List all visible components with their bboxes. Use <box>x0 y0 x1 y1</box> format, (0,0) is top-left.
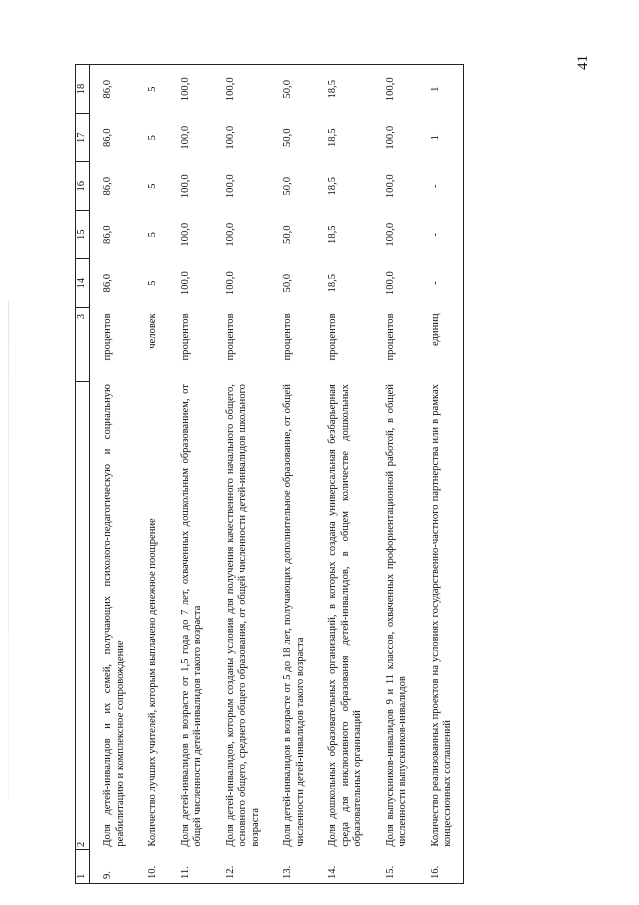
indicator-name: Доля выпускников-инвалидов 9 и 11 классов, охваченных профориентационной работой, в общей численности выпускников-инвалидов <box>384 384 408 847</box>
value-col-18: 18,5 <box>315 65 373 114</box>
value-col-17: 100,0 <box>224 125 236 150</box>
value-col-17: 100,0 <box>384 125 396 150</box>
value-col-17: 100,0 <box>179 125 191 150</box>
value-col-14: 5 <box>147 280 158 286</box>
value-col-18: 100,0 <box>373 65 418 114</box>
unit-of-measure: процентов <box>102 313 113 361</box>
value-col-15: 86,0 <box>102 225 113 244</box>
row-number: 14. <box>315 850 373 884</box>
value-col-16: 100,0 <box>384 174 396 199</box>
row-number: 11. <box>168 850 213 884</box>
value-col-16: 100,0 <box>224 174 236 199</box>
value-col-14: 100,0 <box>179 271 191 296</box>
table-row <box>270 65 315 884</box>
table-row <box>168 65 213 884</box>
header-col-17: 17 <box>76 114 90 162</box>
table-row <box>373 65 418 884</box>
value-col-16: - <box>418 162 464 210</box>
value-col-17: 18,5 <box>327 128 338 148</box>
header-col-18: 18 <box>76 65 90 114</box>
value-col-16: 100,0 <box>179 174 191 199</box>
indicator-name: Доля детей-инвалидов и их семей, получающих психолого-педагогическую и социальную реабилитацию и комплексное сопровождение <box>102 384 126 847</box>
indicator-name: Доля детей-инвалидов, которым созданы условия для получения качественного начального общего, основного общего, среднего общего образования, от общей численности детей-инвалидов школьного возраста <box>224 384 261 847</box>
table-header-row <box>76 65 90 884</box>
value-col-18: 1 <box>418 65 464 114</box>
value-col-17: 50,0 <box>282 128 293 148</box>
unit-of-measure: процентов <box>327 313 338 361</box>
value-col-15: 5 <box>147 232 158 238</box>
unit-of-measure: процентов <box>224 313 236 361</box>
table-row <box>90 65 136 884</box>
value-col-18: 50,0 <box>270 65 315 114</box>
header-col-2: 2 <box>76 381 90 850</box>
value-col-16: 86,0 <box>102 176 113 196</box>
value-col-14: 18,5 <box>327 273 338 293</box>
indicator-name: Доля детей-инвалидов в возрасте от 5 до 18 лет, получающих дополнительное образование, от общей численности детей-инвалидов такого возраста <box>282 384 306 847</box>
row-number: 12. <box>213 850 271 884</box>
value-col-14: 100,0 <box>224 271 236 296</box>
value-col-16: 5 <box>147 183 158 189</box>
unit-of-measure: человек <box>147 313 158 349</box>
value-col-14: 50,0 <box>282 273 293 293</box>
table-row <box>135 65 168 884</box>
value-col-17: 1 <box>418 114 464 162</box>
row-number: 15. <box>373 850 418 884</box>
unit-of-measure: единиц <box>418 307 464 381</box>
value-col-18: 100,0 <box>213 65 271 114</box>
value-col-16: 50,0 <box>282 176 293 196</box>
value-col-14: - <box>418 259 464 307</box>
scan-artifact <box>8 300 9 800</box>
row-number: 9. <box>90 850 136 884</box>
row-number: 16. <box>418 850 464 884</box>
value-col-15: 50,0 <box>282 225 293 244</box>
indicator-name: Доля детей-инвалидов в возрасте от 1,5 года до 7 лет, охваченных дошкольным образованием, от общей численности детей-инвалидов такого возраста <box>179 384 203 847</box>
table-row <box>315 65 373 884</box>
header-col-14: 14 <box>76 259 90 307</box>
value-col-16: 18,5 <box>327 176 338 196</box>
header-col-16: 16 <box>76 162 90 210</box>
row-number: 13. <box>270 850 315 884</box>
value-col-18: 5 <box>135 65 168 114</box>
value-col-15: 18,5 <box>327 225 338 244</box>
indicator-table <box>75 64 464 884</box>
row-number: 10. <box>135 850 168 884</box>
unit-of-measure: процентов <box>282 313 293 361</box>
value-col-18: 86,0 <box>90 65 136 114</box>
value-col-17: 86,0 <box>102 128 113 148</box>
value-col-15: 100,0 <box>179 222 191 247</box>
value-col-15: 100,0 <box>384 222 396 247</box>
table-row <box>418 65 464 884</box>
page-number: 41 <box>575 55 591 70</box>
unit-of-measure: процентов <box>179 313 191 361</box>
table-row <box>213 65 271 884</box>
value-col-17: 5 <box>147 135 158 141</box>
rotated-table-container <box>75 64 587 884</box>
value-col-15: 100,0 <box>224 222 236 247</box>
header-col-1: 1 <box>76 850 90 884</box>
indicator-name: Количество лучших учителей, которым выплачено денежное поощрение <box>147 518 158 847</box>
value-col-14: 86,0 <box>102 273 113 293</box>
header-col-3: 3 <box>76 307 90 381</box>
value-col-15: - <box>418 210 464 258</box>
indicator-name: Доля дошкольных образовательных организаций, в которых создана универсальная безбарьерная среда для инклюзивного образования детей-инвалидов, в общем количестве дошкольных образовательных организаций <box>327 384 363 847</box>
indicator-name: Количество реализованных проектов на условиях государственно-частного партнерства или в рамках концессионных соглашений <box>418 381 464 850</box>
value-col-14: 100,0 <box>384 271 396 296</box>
value-col-18: 100,0 <box>168 65 213 114</box>
unit-of-measure: процентов <box>384 313 396 361</box>
header-col-15: 15 <box>76 210 90 258</box>
